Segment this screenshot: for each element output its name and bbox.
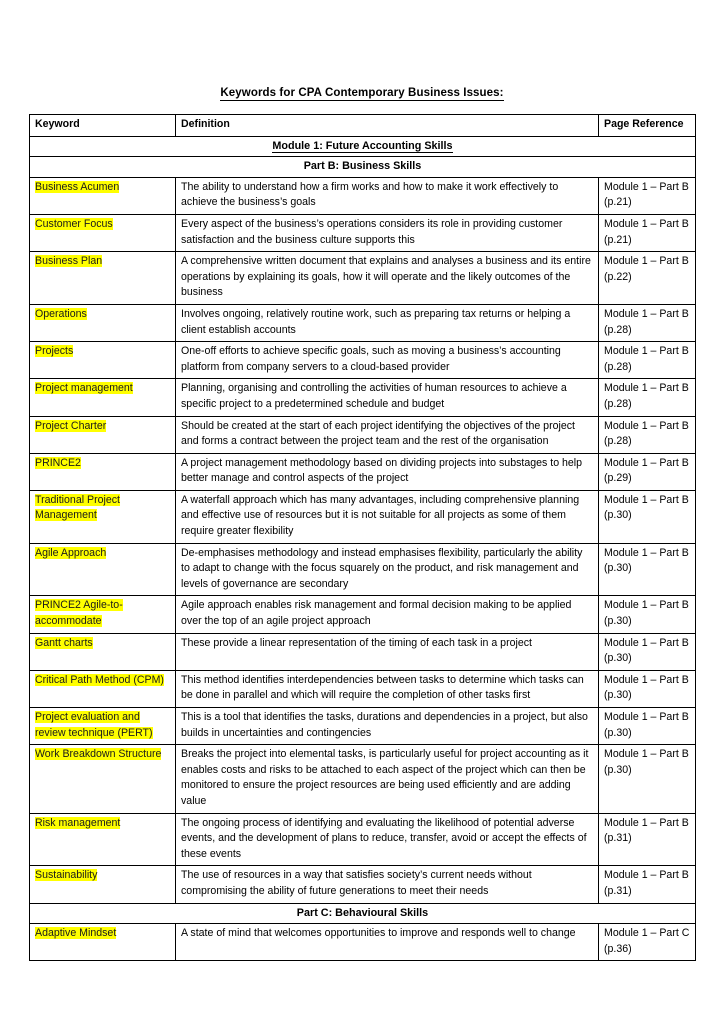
keywords-table-body bbox=[30, 115, 696, 961]
section-label-part-b-text: Part B: Business Skills bbox=[303, 160, 422, 173]
cell-definition: The use of resources in a way that satisfies society’s current needs without compromising the ability of future generations to meet their needs bbox=[176, 866, 599, 903]
cell-page-reference: Module 1 – Part B (p.21) bbox=[599, 214, 696, 251]
cell-page-reference: Module 1 – Part B (p.28) bbox=[599, 342, 696, 379]
cell-definition: Involves ongoing, relatively routine work, such as preparing tax returns or helping a client establish accounts bbox=[176, 304, 599, 341]
section-label-part-b bbox=[30, 157, 696, 178]
cell-definition: A project management methodology based on dividing projects into substages to help better manage and control aspects of the project bbox=[176, 453, 599, 490]
cell-keyword bbox=[30, 708, 176, 745]
cell-page-reference: Module 1 – Part B (p.28) bbox=[599, 304, 696, 341]
cell-definition: The ability to understand how a firm works and how to make it work effectively to achieve the business’s goals bbox=[176, 177, 599, 214]
cell-page-reference: Module 1 – Part B (p.31) bbox=[599, 866, 696, 903]
cell-keyword bbox=[30, 633, 176, 670]
section-row-part-b bbox=[30, 157, 696, 178]
keyword-highlight: Traditional Project Management bbox=[35, 493, 120, 522]
keyword-highlight: Projects bbox=[35, 345, 74, 358]
column-header-keyword: Keyword bbox=[30, 115, 176, 137]
section-row-part-c bbox=[30, 903, 696, 924]
column-header-definition: Definition bbox=[176, 115, 599, 137]
table-row bbox=[30, 633, 696, 670]
table-row bbox=[30, 813, 696, 866]
cell-page-reference: Module 1 – Part B (p.28) bbox=[599, 379, 696, 416]
cell-keyword bbox=[30, 214, 176, 251]
section-label-module1 bbox=[30, 136, 696, 157]
cell-keyword bbox=[30, 543, 176, 596]
cell-keyword bbox=[30, 177, 176, 214]
table-row bbox=[30, 379, 696, 416]
column-header-page-reference: Page Reference bbox=[599, 115, 696, 137]
cell-page-reference: Module 1 – Part B (p.30) bbox=[599, 633, 696, 670]
cell-keyword bbox=[30, 745, 176, 813]
table-row bbox=[30, 745, 696, 813]
cell-keyword bbox=[30, 342, 176, 379]
cell-definition: De-emphasises methodology and instead emphasises flexibility, particularly the ability to adapt to change with the focus squarely on the product, and risk management and levels of governance are secondary bbox=[176, 543, 599, 596]
keyword-highlight: Critical Path Method (CPM) bbox=[35, 673, 164, 686]
cell-page-reference: Module 1 – Part B (p.30) bbox=[599, 670, 696, 707]
cell-page-reference: Module 1 – Part B (p.30) bbox=[599, 596, 696, 633]
cell-definition: The ongoing process of identifying and evaluating the likelihood of potential adverse events, and the development of plans to reduce, transfer, avoid or accept the effects of these events bbox=[176, 813, 599, 866]
cell-definition: Should be created at the start of each project identifying the objectives of the project and forms a contract between the project team and the rest of the organisation bbox=[176, 416, 599, 453]
cell-definition: A waterfall approach which has many advantages, including comprehensive planning and effective use of resources but it is not suitable for all projects as some of them require greater flexibility bbox=[176, 490, 599, 543]
table-row bbox=[30, 670, 696, 707]
cell-keyword bbox=[30, 866, 176, 903]
table-row bbox=[30, 924, 696, 961]
section-label-part-c bbox=[30, 903, 696, 924]
cell-keyword bbox=[30, 304, 176, 341]
table-row bbox=[30, 342, 696, 379]
table-row bbox=[30, 304, 696, 341]
cell-page-reference: Module 1 – Part B (p.30) bbox=[599, 490, 696, 543]
keyword-highlight: PRINCE2 Agile-to-accommodate bbox=[35, 599, 123, 628]
cell-page-reference: Module 1 – Part C (p.36) bbox=[599, 924, 696, 961]
section-label-module1-text: Module 1: Future Accounting Skills bbox=[272, 139, 453, 152]
keyword-highlight: Project evaluation and review technique (PERT) bbox=[35, 711, 153, 739]
table-header-row bbox=[30, 115, 696, 137]
keyword-highlight: Gantt charts bbox=[35, 636, 93, 649]
table-row bbox=[30, 252, 696, 305]
keywords-table bbox=[29, 114, 696, 961]
section-row-module1 bbox=[30, 136, 696, 157]
keyword-highlight: Adaptive Mindset bbox=[35, 927, 117, 940]
table-row bbox=[30, 177, 696, 214]
cell-definition: Planning, organising and controlling the activities of human resources to achieve a specific project to a predetermined schedule and budget bbox=[176, 379, 599, 416]
keyword-highlight: Business Plan bbox=[35, 255, 103, 268]
cell-keyword bbox=[30, 670, 176, 707]
page-title bbox=[29, 0, 695, 101]
cell-page-reference: Module 1 – Part B (p.28) bbox=[599, 416, 696, 453]
cell-keyword bbox=[30, 813, 176, 866]
cell-page-reference: Module 1 – Part B (p.22) bbox=[599, 252, 696, 305]
cell-definition: A state of mind that welcomes opportunities to improve and responds well to change bbox=[176, 924, 599, 961]
keyword-highlight: PRINCE2 bbox=[35, 456, 81, 469]
keyword-highlight: Agile Approach bbox=[35, 546, 107, 559]
keyword-highlight: Customer Focus bbox=[35, 217, 113, 230]
cell-definition: These provide a linear representation of the timing of each task in a project bbox=[176, 633, 599, 670]
section-label-part-c-text: Part C: Behavioural Skills bbox=[296, 906, 429, 919]
cell-page-reference: Module 1 – Part B (p.30) bbox=[599, 708, 696, 745]
cell-page-reference: Module 1 – Part B (p.30) bbox=[599, 543, 696, 596]
cell-definition: Every aspect of the business’s operations considers its role in providing customer satisfaction and the business culture supports this bbox=[176, 214, 599, 251]
keyword-highlight: Project Charter bbox=[35, 419, 107, 432]
keyword-highlight: Sustainability bbox=[35, 869, 98, 882]
table-row bbox=[30, 416, 696, 453]
cell-page-reference: Module 1 – Part B (p.21) bbox=[599, 177, 696, 214]
keyword-highlight: Operations bbox=[35, 307, 87, 320]
keyword-highlight: Business Acumen bbox=[35, 180, 120, 193]
cell-definition: This is a tool that identifies the tasks, durations and dependencies in a project, but also builds in uncertainties and contingencies bbox=[176, 708, 599, 745]
cell-keyword bbox=[30, 924, 176, 961]
cell-keyword bbox=[30, 379, 176, 416]
cell-page-reference: Module 1 – Part B (p.31) bbox=[599, 813, 696, 866]
cell-definition: Agile approach enables risk management and formal decision making to be applied over the top of an agile project approach bbox=[176, 596, 599, 633]
cell-definition: Breaks the project into elemental tasks, is particularly useful for project accounting as it enables costs and risks to be attached to each aspect of the project which can then be monitored to ensure the project resources are being used efficiently and are adding value bbox=[176, 745, 599, 813]
table-row bbox=[30, 708, 696, 745]
cell-page-reference: Module 1 – Part B (p.29) bbox=[599, 453, 696, 490]
cell-definition: A comprehensive written document that explains and analyses a business and its entire operations by explaining its goals, how it will operate and the likely outcomes of the business bbox=[176, 252, 599, 305]
table-row bbox=[30, 453, 696, 490]
cell-definition: One-off efforts to achieve specific goals, such as moving a business’s accounting platform from company servers to a cloud-based provider bbox=[176, 342, 599, 379]
page-title-text: Keywords for CPA Contemporary Business Issues: bbox=[220, 87, 504, 99]
cell-page-reference: Module 1 – Part B (p.30) bbox=[599, 745, 696, 813]
table-row bbox=[30, 543, 696, 596]
cell-keyword bbox=[30, 416, 176, 453]
table-row bbox=[30, 490, 696, 543]
table-row bbox=[30, 596, 696, 633]
cell-keyword bbox=[30, 596, 176, 633]
cell-keyword bbox=[30, 252, 176, 305]
cell-keyword bbox=[30, 490, 176, 543]
table-row bbox=[30, 214, 696, 251]
keyword-highlight: Work Breakdown Structure bbox=[35, 748, 162, 761]
keyword-highlight: Risk management bbox=[35, 816, 121, 829]
table-row bbox=[30, 866, 696, 903]
keyword-highlight: Project management bbox=[35, 382, 133, 395]
cell-definition: This method identifies interdependencies between tasks to determine which tasks can be done in parallel and which will require the completion of other tasks first bbox=[176, 670, 599, 707]
cell-keyword bbox=[30, 453, 176, 490]
